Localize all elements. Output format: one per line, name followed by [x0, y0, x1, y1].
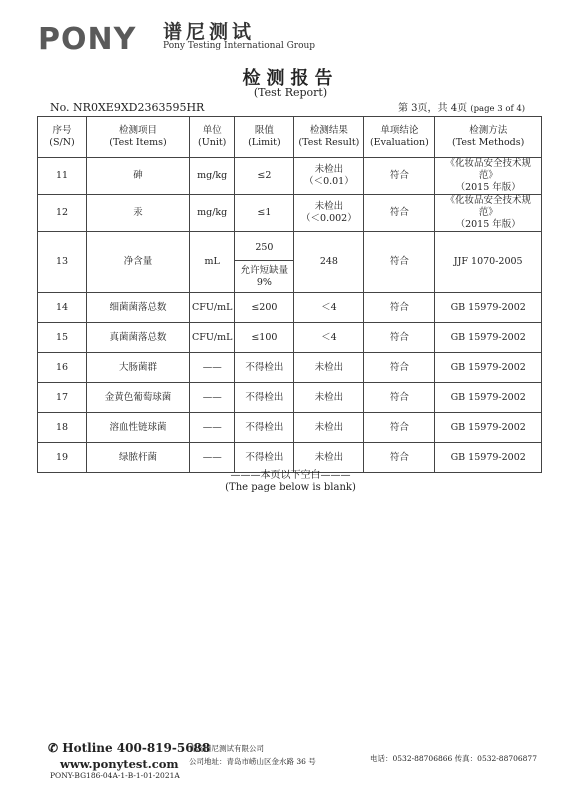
- cell-method: GB 15979-2002: [435, 383, 542, 413]
- limit-nominal: 250: [235, 236, 293, 261]
- cell-limit: 不得检出: [235, 443, 294, 473]
- footer-company: 青岛谱尼测试有限公司: [189, 744, 264, 753]
- cell-method: GB 15979-2002: [435, 323, 542, 353]
- hotline: ✆ Hotline 400-819-5688: [48, 741, 211, 755]
- table-row: [38, 232, 542, 293]
- header-cell-sn: 序号 (S/N): [38, 117, 87, 158]
- cell-sn: 19: [38, 443, 87, 473]
- cell-limit: ≤1: [235, 195, 294, 232]
- cell-limit: 不得检出: [235, 413, 294, 443]
- cell-evaluation: 符合: [364, 293, 435, 323]
- cell-item: 细菌菌落总数: [87, 293, 190, 323]
- cell-result: 248: [294, 232, 364, 293]
- cell-unit: ——: [190, 353, 235, 383]
- cell-item: 真菌菌落总数: [87, 323, 190, 353]
- cell-item: 汞: [87, 195, 190, 232]
- cell-limit: 不得检出: [235, 353, 294, 383]
- cell-method: GB 15979-2002: [435, 293, 542, 323]
- cell-result: ＜4: [294, 293, 364, 323]
- header-cell-result: 检测结果 (Test Result): [294, 117, 364, 158]
- cell-unit: ——: [190, 443, 235, 473]
- cell-unit: mg/kg: [190, 158, 235, 195]
- cell-sn: 17: [38, 383, 87, 413]
- cell-unit: mL: [190, 232, 235, 293]
- cell-item: 金黄色葡萄球菌: [87, 383, 190, 413]
- test-results-table: [37, 116, 542, 473]
- company-name-cn: 谱尼测试: [163, 21, 256, 43]
- cell-sn: 12: [38, 195, 87, 232]
- cell-evaluation: 符合: [364, 158, 435, 195]
- cell-method: GB 15979-2002: [435, 443, 542, 473]
- copyright-icon: ✆: [48, 741, 59, 755]
- cell-result: 未检出: [294, 443, 364, 473]
- cell-method: 《化妆品安全技术规范》 （2015 年版）: [435, 195, 542, 232]
- page-indicator-cn: 第 3页，共 4页: [398, 103, 468, 114]
- report-number: No. NR0XE9XD2363595HR: [50, 101, 205, 114]
- website-link[interactable]: www.ponytest.com: [60, 757, 179, 771]
- table-row: [38, 383, 542, 413]
- cell-result: 未检出 （＜0.01）: [294, 158, 364, 195]
- page-indicator: [398, 99, 525, 114]
- cell-method: GB 15979-2002: [435, 353, 542, 383]
- cell-unit: ——: [190, 413, 235, 443]
- cell-limit: 不得检出: [235, 383, 294, 413]
- cell-evaluation: 符合: [364, 232, 435, 293]
- cell-sn: 15: [38, 323, 87, 353]
- table-header-row: [38, 117, 542, 158]
- cell-sn: 16: [38, 353, 87, 383]
- blank-note-cn: ———本页以下空白———: [230, 470, 351, 481]
- cell-result: ＜4: [294, 323, 364, 353]
- company-name-en: Pony Testing International Group: [163, 41, 316, 51]
- cell-sn: 11: [38, 158, 87, 195]
- cell-method: GB 15979-2002: [435, 413, 542, 443]
- cell-method: 《化妆品安全技术规范》 （2015 年版）: [435, 158, 542, 195]
- cell-evaluation: 符合: [364, 323, 435, 353]
- cell-unit: ——: [190, 383, 235, 413]
- document-code: PONY-BG186-04A-1-B-1-01-2021A: [50, 771, 180, 780]
- table-row: [38, 353, 542, 383]
- cell-result: 未检出: [294, 353, 364, 383]
- footer-address: 公司地址：青岛市崂山区金水路 36 号: [189, 757, 316, 766]
- page-indicator-en: (page 3 of 4): [470, 104, 526, 114]
- cell-limit: ≤100: [235, 323, 294, 353]
- cell-evaluation: 符合: [364, 413, 435, 443]
- cell-item: 绿脓杆菌: [87, 443, 190, 473]
- cell-unit: mg/kg: [190, 195, 235, 232]
- table-row: [38, 195, 542, 232]
- cell-unit: CFU/mL: [190, 293, 235, 323]
- cell-limit: ≤200: [235, 293, 294, 323]
- cell-item: 大肠菌群: [87, 353, 190, 383]
- table-row: [38, 323, 542, 353]
- blank-note-en: (The page below is blank): [225, 482, 356, 493]
- header-cell-items: 检测项目 (Test Items): [87, 117, 190, 158]
- limit-shortfall: 允许短缺量 9%: [240, 264, 289, 288]
- cell-result: 未检出 （＜0.002）: [294, 195, 364, 232]
- cell-sn: 13: [38, 232, 87, 293]
- footer-phones: 电话：0532-88706866 传真：0532-88706877: [370, 754, 537, 763]
- cell-limit: ≤2: [235, 158, 294, 195]
- pony-logo: PONY: [38, 22, 137, 57]
- header-cell-unit: 单位 (Unit): [190, 117, 235, 158]
- cell-item: 溶血性链球菌: [87, 413, 190, 443]
- cell-evaluation: 符合: [364, 443, 435, 473]
- cell-result: 未检出: [294, 413, 364, 443]
- cell-evaluation: 符合: [364, 353, 435, 383]
- cell-sn: 14: [38, 293, 87, 323]
- table-row: [38, 158, 542, 195]
- cell-result: 未检出: [294, 383, 364, 413]
- cell-item: 砷: [87, 158, 190, 195]
- cell-evaluation: 符合: [364, 383, 435, 413]
- cell-limit: [235, 232, 294, 293]
- cell-sn: 18: [38, 413, 87, 443]
- page-title: 检测报告: [242, 68, 339, 89]
- header-cell-limit: 限值 (Limit): [235, 117, 294, 158]
- cell-method: JJF 1070-2005: [435, 232, 542, 293]
- cell-unit: CFU/mL: [190, 323, 235, 353]
- table-row: [38, 293, 542, 323]
- cell-evaluation: 符合: [364, 195, 435, 232]
- table-row: [38, 413, 542, 443]
- header-cell-methods: 检测方法 (Test Methods): [435, 117, 542, 158]
- header-cell-evaluation: 单项结论 (Evaluation): [364, 117, 435, 158]
- cell-item: 净含量: [87, 232, 190, 293]
- page-subtitle: (Test Report): [253, 86, 328, 99]
